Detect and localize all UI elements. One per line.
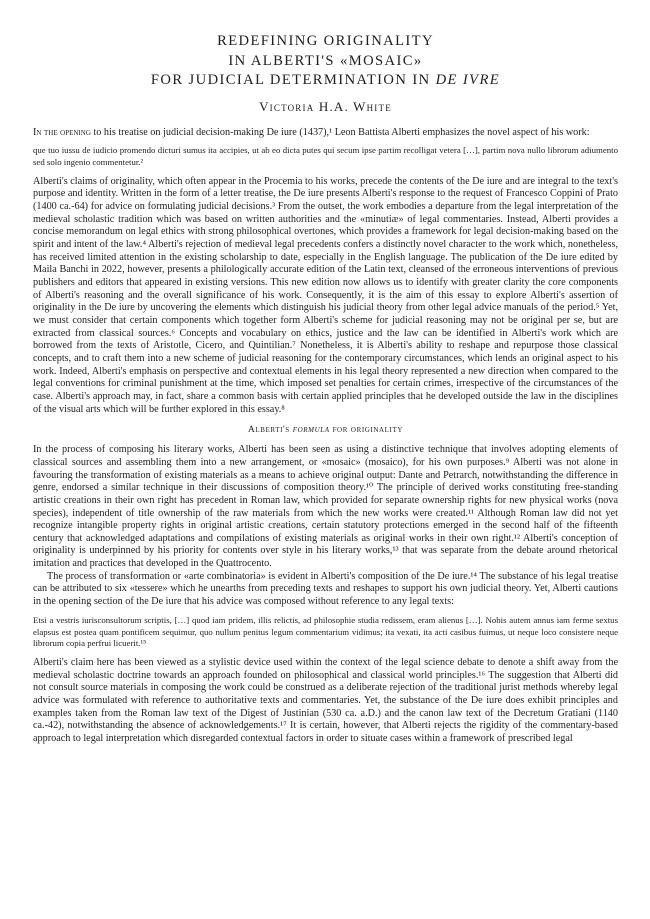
title-line-1: REDEFINING ORIGINALITY: [217, 33, 434, 49]
intro-paragraph: [33, 127, 618, 140]
title-line-3-text: FOR JUDICIAL DETERMINATION IN: [150, 72, 436, 88]
intro-text: to his treatise on judicial decision-making De iure (1437),¹ Leon Battista Alberti emphasizes the novel aspect of his work:: [90, 126, 590, 138]
body-paragraph-1: Alberti's claims of originality, which often appear in the Procemia to his works, precede the contents of the De iure and are integral to the text's purpose and identity. Written in the form of a letter treatise, the De iure presents Alberti's response to the request of Francesco Coppini of Prato (1400 ca.-64) for advice on formulating judicial decisions.³ From the outset, the work embodies a departure from the legal interpretation of the medieval scholastic tradition which was based on written authorities and the «minutiæ» of legal commentaries. Instead, Alberti provides a concise memorandum on legal ethics with strong philosophical overtones, which provides a framework for legal decision-making based on the spirit and intent of the law.⁴ Alberti's rejection of medieval legal precedents confers a distinctly novel character to the work which, nonetheless, has received limited attention in the existing scholarship to date, especially in the English language. The publication of the De iure edited by Maila Banchi in 2022, however, presents a philologically accurate edition of the Latin text, cleansed of the erroneous interventions of previous publishers and editors that appeared in existing versions. This new edition now allows us to identify with greater clarity the core components of Alberti's reasoning and the overall significance of his work. Consequently, it is the aim of this essay to explore Alberti's assertion of originality in the De iure by uncovering the elements which distinguish his judicial theory from other legal advice manuals of the period.⁵ Yet, we must consider that certain components which together form Alberti's scheme for judicial reasoning may not be original per se, but are extracted from classical sources.⁶ Concepts and vocabulary on ethics, justice and the law can be identified in Alberti's work which are borrowed from the texts of Aristotle, Cicero, and Quintilian.⁷ Nonetheless, it is Alberti's ability to reshape and repurpose those classical concepts, and to craft them into a new scheme of judicial reasoning for the contemporary circumstances, which lends an original aspect to his work. Indeed, Alberti's emphasis on perspective and contextual elements in his legal theory represented a new direction when compared to the legal conventions for criminal punishment at the time, which imposed set penalties for certain crimes, irrespective of the circumstances of the case. Alberti's approach may, in fact, share a common basis with certain applied principles that he developed outside the law in the disciplines of the visual arts which will be further explored in this essay.⁸: [33, 175, 618, 415]
title-line-2: IN ALBERTI'S «MOSAIC»: [228, 52, 423, 69]
title-line-3-italic: DE IVRE: [435, 72, 501, 88]
body-paragraph-2: In the process of composing his literary works, Alberti has been seen as using a distinctive technique that involves adopting elements of classical sources and assembling them into a new arrangement, or «mosaic» (mosaico), for his own purposes.⁹ Alberti was not alone in favouring the transformation of existing materials as a means to achieve original output: Dante and Petrarch, notwithstanding the difference in genre, endorsed a similar technique in their discussions of composition theory.¹⁰ The principle of derived works constituting free-standing artistic creations in their own right has precedent in Roman law, which provided for separate ownership rights for new physical works (nova species), independent of title ownership of the raw materials from which the new works were created.¹¹ Although Roman law did not yet recognize intangible property rights in original artistic creations, certain statutory protections emerged in the second half of the fifteenth century that acknowledged adaptations and compilations of existing materials as original works in their own right.¹² Alberti's conception of originality is underpinned by his priority for contents over style in his literary works,¹³ that was separate from the debate around rhetorical imitation and practices that developed in the Quattrocento.: [33, 444, 618, 570]
title-line-3: [33, 71, 618, 91]
section-heading-italic: formula: [292, 425, 330, 436]
article-title: [33, 32, 618, 91]
body-paragraph-3: The process of transformation or «arte combinatoria» is evident in Alberti's composition of the De iure.¹⁴ The substance of his legal treatise can be attributed to six «tessere» which he unearths from preceding texts and reshapes to support his own judicial theory. Yet, Alberti cautions in the opening section of the De iure that his advice was composed without reference to any legal texts:: [33, 570, 618, 608]
body-paragraph-4: Alberti's claim here has been viewed as a stylistic device used within the context of the legal science debate to denote a shift away from the medieval scholastic doctrine towards an approach founded on philosophical and classical world principles.¹⁶ The suggestion that Alberti did not consult source materials in composing the work could be construed as a deliberate rejection of the traditional jurist methods whereby legal advice was formulated with reference to authoritative texts and commentaries. Yet, the substance of the De iure does exhibit principles and examples taken from the Roman law text of the Digest of Justinian (530 ca. a.D.) and the canon law text of the Decretum Gratiani (1140 ca.-42), notwithstanding the absence of acknowledgements.¹⁷ It is certain, however, that Alberti rejects the rigidity of the commentary-based approach to legal interpretation which disregarded contextual factors in order to situate cases within a framework of prescribed legal: [33, 657, 618, 745]
block-quote-1: que tuo iussu de iudicio promendo dicturi sumus ita accipies, ut ab eo dicta putes qui secum ipse partim recolligat vetera […], partim nova nullo librorum adiumento sed solo ingenio commentetur.²: [33, 145, 618, 167]
author-name: Victoria H.A. White: [259, 98, 392, 114]
section-heading-a: Alberti's: [247, 425, 293, 436]
intro-lead-in: In the opening: [33, 126, 91, 138]
section-heading-c: for originality: [329, 425, 404, 436]
block-quote-2: Etsi a vestris iurisconsultorum scriptis, […] quod iam pridem, illis relictis, ad philosophie studia redissem, eram alienus […]. Nobis autem annus iam ferme sextus elapsus est postea quam pontificem sequimur, quo nullum penitus legum commentarium vidimus; ita vexati, ita acti casibus fuimus, ut neque loco consistere neque librorum copia perfrui licuerit.¹⁵: [33, 614, 618, 649]
section-heading: [33, 425, 618, 435]
